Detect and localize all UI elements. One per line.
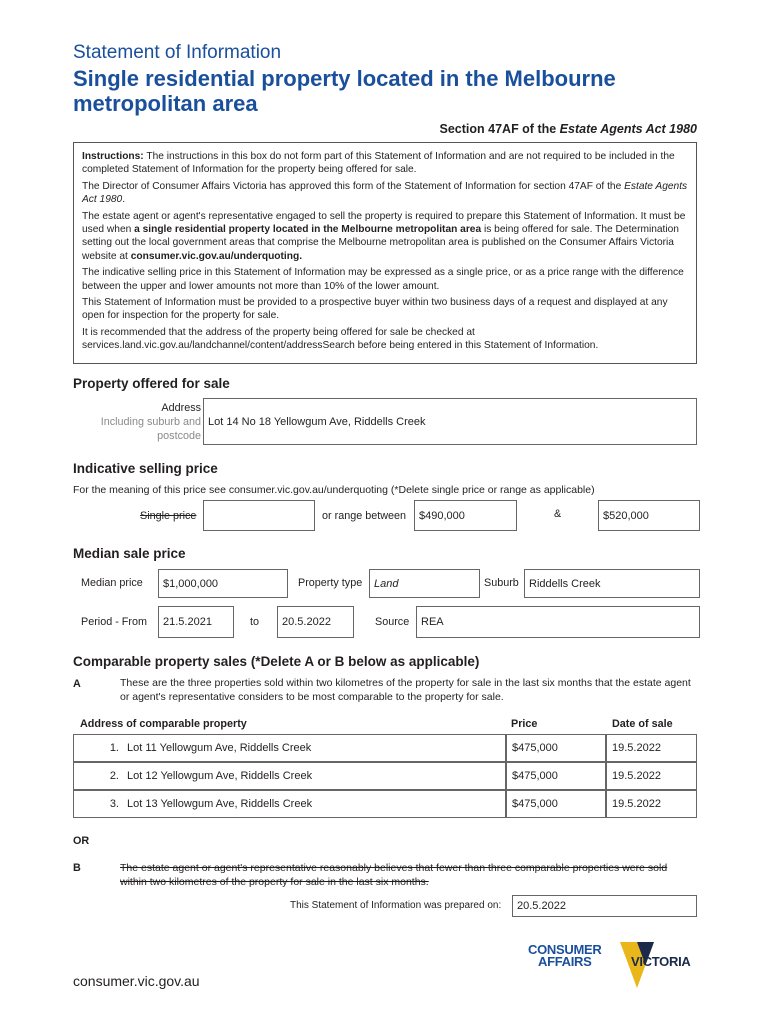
address-label-3: postcode (157, 430, 201, 442)
source-field[interactable]: REA (416, 606, 700, 638)
document-title: Single residential property located in the Melbourne metropolitan area (73, 66, 616, 116)
period-from-label: Period - From (81, 616, 147, 628)
section-act: Estate Agents Act 1980 (559, 122, 697, 136)
row-number: 1. (109, 742, 119, 754)
row-date[interactable]: 19.5.2022 (606, 762, 697, 790)
row-date[interactable]: 19.5.2022 (606, 790, 697, 818)
row-price[interactable]: $475,000 (506, 762, 606, 790)
logo-line-victoria: VICTORIA (631, 954, 691, 969)
instructions-p3-a: The estate agent or agent's representative engaged to sell the property is required to prepare this Statement of Information. It must be used when (82, 210, 686, 236)
property-type-label: Property type (298, 577, 363, 589)
instructions-label: Instructions: (82, 151, 144, 162)
logo-line-affairs: AFFAIRS (538, 954, 592, 969)
property-type-field[interactable]: Land (369, 569, 480, 598)
instructions-p5: This Statement of Information must be provided to a prospective buyer within two business days of a request and displayed at any open for inspection for the property for sale. (82, 297, 668, 322)
range-amp: & (554, 508, 562, 520)
address-label (73, 401, 201, 443)
range-label: or range between (322, 510, 407, 522)
property-heading: Property offered for sale (73, 376, 230, 391)
row-number: 2. (109, 770, 119, 782)
col-date-header: Date of sale (612, 718, 673, 730)
range-low-field[interactable]: $490,000 (414, 500, 517, 531)
col-price-header: Price (511, 718, 538, 730)
range-high-field[interactable]: $520,000 (598, 500, 700, 531)
instructions-p2-act: Estate Agents Act 1980 (82, 180, 688, 206)
instructions-box (73, 142, 697, 364)
table-row[interactable] (73, 762, 506, 790)
instructions-p4: The indicative selling price in this Statement of Information may be expressed as a single price, or as a price range with the difference between the upper and lower amounts not more than 10% of the lower amount. (82, 267, 684, 292)
instructions-p1-text: The instructions in this box do not form part of this Statement of Information and are not required to be included in the completed Statement of Information for the property being offered for sale. (82, 151, 675, 176)
median-heading: Median sale price (73, 546, 186, 561)
document-kicker: Statement of Information (73, 42, 282, 63)
address-label-2: Including suburb and (100, 416, 201, 428)
address-field[interactable]: Lot 14 No 18 Yellowgum Ave, Riddells Creek (203, 398, 697, 445)
underquoting-link[interactable]: consumer.vic.gov.au/underquoting. (130, 250, 303, 262)
consumer-affairs-victoria-logo (528, 940, 703, 990)
period-from-field[interactable]: 21.5.2021 (158, 606, 234, 638)
instructions-p2 (82, 180, 688, 207)
logo-line-consumer: CONSUMER (528, 942, 602, 957)
footer-url[interactable]: consumer.vic.gov.au (73, 973, 200, 989)
instructions-p3-b: is being offered for sale. The Determination setting out the local government areas that comprise the Melbourne metropolitan area is published on the Consumer Affairs Victoria website at (82, 224, 679, 262)
or-label: OR (73, 835, 90, 847)
option-a-label: A (73, 678, 81, 690)
period-to-label: to (250, 616, 260, 628)
prepared-date-field[interactable]: 20.5.2022 (512, 895, 697, 917)
comparable-heading: Comparable property sales (*Delete A or B below as applicable) (73, 654, 480, 669)
col-address-header: Address of comparable property (80, 718, 247, 730)
source-label: Source (375, 616, 410, 628)
period-to-field[interactable]: 20.5.2022 (277, 606, 354, 638)
table-row[interactable] (73, 790, 506, 818)
row-price[interactable]: $475,000 (506, 790, 606, 818)
instructions-p2-end: . (122, 194, 126, 206)
address-label-1: Address (161, 402, 201, 414)
instructions-p6: It is recommended that the address of the property being offered for sale be checked at services.land.vic.gov.au/landchannel/content/addressSearch before being entered in this Statement of Information. (82, 326, 599, 352)
option-b-label: B (73, 862, 81, 874)
instructions-p3 (82, 210, 688, 264)
row-address: Lot 13 Yellowgum Ave, Riddells Creek (127, 798, 313, 810)
option-b-text: The estate agent or agent's representative reasonably believes that fewer than three comparable properties were sold within two kilometres of the property for sale in the last six months. (120, 862, 668, 888)
suburb-field[interactable]: Riddells Creek (524, 569, 700, 598)
instructions-p2-text: The Director of Consumer Affairs Victoria has approved this form of the Statement of Information for section 47AF of the (82, 180, 625, 192)
row-date[interactable]: 19.5.2022 (606, 734, 697, 762)
single-price-field[interactable] (203, 500, 315, 531)
row-price[interactable]: $475,000 (506, 734, 606, 762)
indicative-heading: Indicative selling price (73, 461, 218, 476)
row-address: Lot 12 Yellowgum Ave, Riddells Creek (127, 770, 313, 782)
median-price-label: Median price (81, 577, 143, 589)
section-prefix: Section 47AF of the (439, 122, 560, 136)
section-reference (440, 122, 697, 136)
prepared-label: This Statement of Information was prepared on: (290, 900, 502, 911)
table-row[interactable] (73, 734, 506, 762)
suburb-label: Suburb (484, 577, 519, 589)
row-address: Lot 11 Yellowgum Ave, Riddells Creek (127, 742, 312, 754)
option-a-text: These are the three properties sold within two kilometres of the property for sale in the last six months that the estate agent or agent's representative considers to be most comparable to the property for sale. (120, 677, 691, 703)
indicative-note: For the meaning of this price see consumer.vic.gov.au/underquoting (*Delete single price or range as applicable) (73, 484, 595, 496)
instructions-p1 (82, 150, 688, 177)
median-price-field[interactable]: $1,000,000 (158, 569, 288, 598)
row-number: 3. (109, 798, 119, 810)
instructions-p3-bold: a single residential property located in the Melbourne metropolitan area (134, 224, 482, 236)
single-price-label: Single price (140, 510, 197, 522)
